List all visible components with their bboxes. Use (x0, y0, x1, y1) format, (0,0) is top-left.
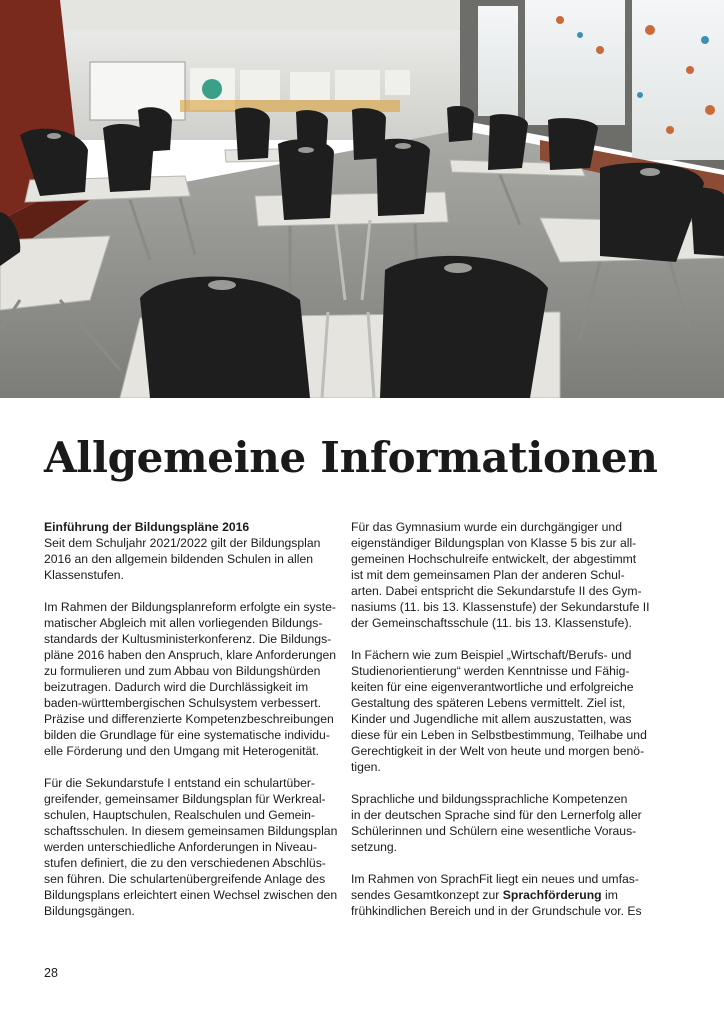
page-title: Allgemeine Informationen (44, 433, 658, 482)
text-line: Seit dem Schuljahr 2021/2022 gilt der Bildungsplan (44, 536, 321, 550)
text-line: schulen, Hauptschulen, Realschulen und Gemein- (44, 808, 315, 822)
text-line: pläne 2016 haben den Anspruch, klare Anforderungen (44, 648, 337, 662)
text-line: Für das Gymnasium wurde ein durchgängiger und (351, 520, 622, 534)
text-line: elle Förderung und den Umgang mit Heterogenität. (44, 744, 320, 758)
text-line: bilden die Grundlage für eine systematische individu- (44, 728, 330, 742)
text-line: nasiums (11. bis 13. Klassenstufe) der Sekundarstufe II (351, 600, 650, 614)
text-line: Im Rahmen von SprachFit liegt ein neues und umfas- (351, 872, 639, 886)
sprache-paragraph (351, 791, 641, 855)
text-line: stufen definiert, die zu den verschiedenen Abschlüs- (44, 856, 326, 870)
intro-paragraph (44, 519, 334, 583)
text-line: In Fächern wie zum Beispiel „Wirtschaft/Berufs- und (351, 648, 632, 662)
text-line: werden unterschiedliche Anforderungen in Niveau- (44, 840, 318, 854)
text-line: keiten für eine eigenverantwortliche und erfolgreiche (351, 680, 634, 694)
right-column (351, 519, 650, 919)
text-line: 2016 an den allgemein bildenden Schulen in allen (44, 552, 314, 566)
text-line: Studienorientierung“ werden Kenntnisse und Fähig- (351, 664, 630, 678)
text-line: Gestaltung des späteren Lebens vermittelt. Ziel ist, (351, 696, 626, 710)
text-line: baden-württembergischen Schulsystem verbessert. (44, 696, 322, 710)
text-line: matischer Abgleich mit allen vorliegenden Bildungs- (44, 616, 323, 630)
text-line: ist mit dem gemeinsamen Plan der anderen Schul- (351, 568, 625, 582)
text-line: Bildungsgängen. (44, 904, 135, 918)
text-line: setzung. (351, 840, 398, 854)
text-line (351, 887, 641, 903)
text-line: arten. Dabei entspricht die Sekundarstufe II des Gym- (351, 584, 642, 598)
sprachfit-paragraph (351, 871, 641, 919)
text-line: gemeinen Hochschulreife entwickelt, der abgestimmt (351, 552, 637, 566)
left-column (44, 519, 338, 919)
text-line: Im Rahmen der Bildungsplanreform erfolgte ein syste- (44, 600, 336, 614)
text-line: Schülerinnen und Schülern eine wesentliche Voraus- (351, 824, 637, 838)
text-line: Klassenstufen. (44, 568, 124, 582)
text-line: sen führen. Die schulartenübergreifende Anlage des (44, 872, 326, 886)
text-line: frühkindlichen Bereich und in der Grundschule vor. Es (351, 904, 642, 918)
text-run: sendes Gesamtkonzept zur (351, 888, 503, 902)
text-line: eigenständiger Bildungsplan von Klasse 5 bis zur all- (351, 536, 637, 550)
text-line: Kinder und Jugendliche mit allem auszustatten, was (351, 712, 632, 726)
sekundarstufe-paragraph (44, 775, 338, 919)
section-heading: Einführung der Bildungspläne 2016 (44, 520, 250, 534)
text-line: beizutragen. Dadurch wird die Durchlässigkeit im (44, 680, 309, 694)
text-line: der Gemeinschaftsschule (11. bis 13. Klassenstufe). (351, 616, 632, 630)
gymnasium-paragraph (351, 519, 650, 631)
text-line: Für die Sekundarstufe I entstand ein schulartüber- (44, 776, 315, 790)
text-line: Bildungsplans erleichtert einen Wechsel zwischen den (44, 888, 338, 902)
text-line: in der deutschen Sprache sind für den Lernerfolg aller (351, 808, 642, 822)
text-line: diese für ein Leben in Selbstbestimmung, Teilhabe und (351, 728, 647, 742)
page-number: 28 (44, 966, 58, 980)
text-run: im (601, 888, 618, 902)
text-line: schaftsschulen. In diesem gemeinsamen Bildungsplan (44, 824, 338, 838)
text-line: zu formulieren und zum Abbau von Bildungshürden (44, 664, 321, 678)
sprachfoerderung-emphasis: Sprachförderung (502, 888, 602, 902)
text-line: Sprachliche und bildungssprachliche Kompetenzen (351, 792, 628, 806)
text-line: standards der Kultusministerkonferenz. Die Bildungs- (44, 632, 332, 646)
text-line: tigen. (351, 760, 381, 774)
text-line: Gerechtigkeit in der Welt von heute und morgen benö- (351, 744, 645, 758)
text-line: greifender, gemeinsamer Bildungsplan für Werkreal- (44, 792, 326, 806)
reform-paragraph (44, 599, 337, 759)
faecher-paragraph (351, 647, 647, 775)
text-line: Präzise und differenzierte Kompetenzbeschreibungen (44, 712, 334, 726)
classroom-photo (0, 0, 724, 398)
